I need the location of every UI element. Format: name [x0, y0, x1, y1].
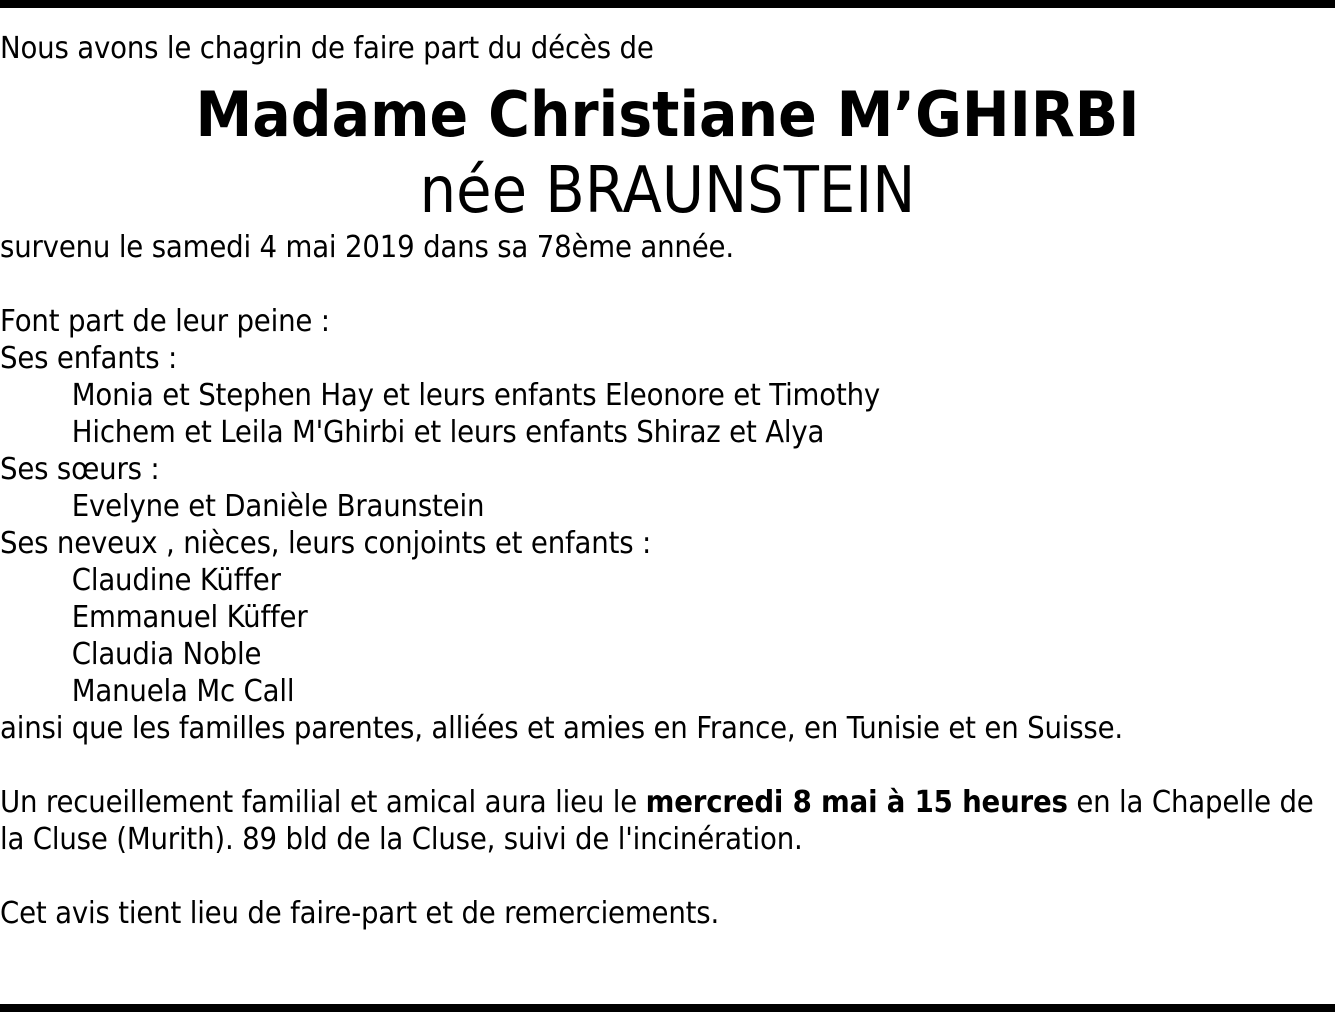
ceremony-line-2: la Cluse (Murith). 89 bld de la Cluse, suivi de l'incinération.	[0, 822, 803, 857]
nephews-label: Ses neveux , nièces, leurs conjoints et enfants :	[0, 526, 652, 561]
ceremony-datetime: mercredi 8 mai à 15 heures	[645, 785, 1068, 820]
family-heading: Font part de leur peine :	[0, 304, 330, 339]
death-notice	[0, 30, 1335, 932]
nephew-entry: Manuela Mc Call	[71, 674, 295, 709]
date-line: survenu le samedi 4 mai 2019 dans sa 78ème année.	[0, 230, 734, 265]
child-entry: Hichem et Leila M'Ghirbi et leurs enfants Shiraz et Alya	[71, 415, 825, 450]
extended-family: ainsi que les familles parentes, alliées et amies en France, en Tunisie et en Suisse.	[0, 711, 1124, 746]
top-rule	[0, 0, 1335, 8]
ceremony-text-after: en la Chapelle de	[1067, 785, 1314, 820]
bottom-rule	[0, 1004, 1335, 1012]
sister-entry: Evelyne et Danièle Braunstein	[71, 489, 485, 524]
ceremony-text-before: Un recueillement familial et amical aura lieu le	[0, 785, 646, 820]
deceased-name: Madame Christiane M’GHIRBI	[195, 78, 1140, 151]
ceremony-line-1	[0, 784, 1314, 821]
nephew-entry: Claudine Küffer	[71, 563, 281, 598]
intro-text: Nous avons le chagrin de faire part du décès de	[0, 31, 654, 66]
sisters-label: Ses sœurs :	[0, 452, 160, 487]
closing-text: Cet avis tient lieu de faire-part et de remerciements.	[0, 896, 720, 931]
nephew-entry: Emmanuel Küffer	[71, 600, 308, 635]
maiden-name: née BRAUNSTEIN	[419, 154, 916, 228]
nephew-entry: Claudia Noble	[71, 637, 262, 672]
child-entry: Monia et Stephen Hay et leurs enfants Eleonore et Timothy	[71, 378, 881, 413]
children-label: Ses enfants :	[0, 341, 178, 376]
